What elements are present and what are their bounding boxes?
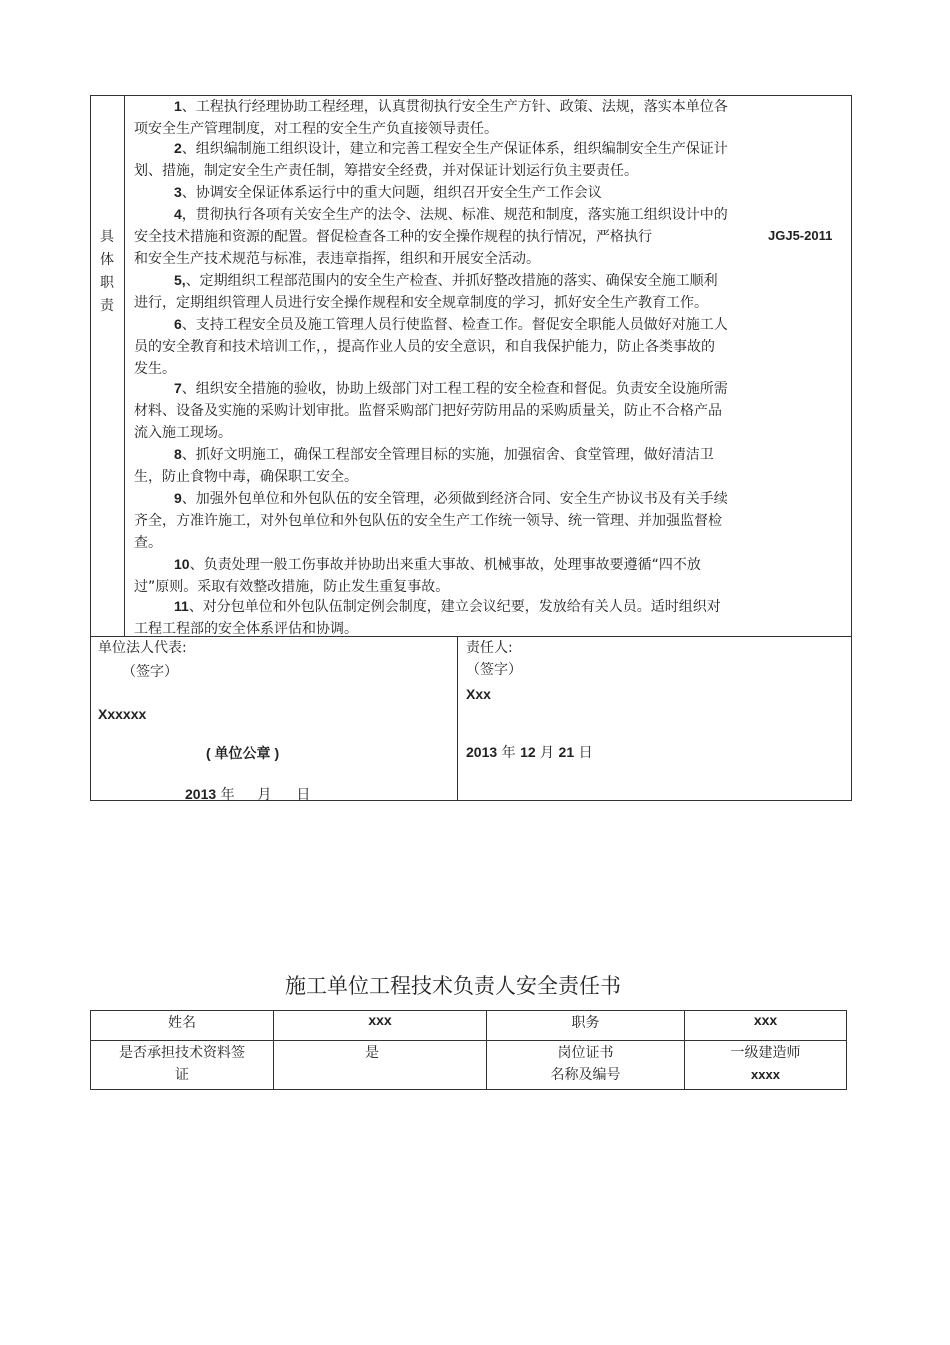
side-label bbox=[94, 226, 120, 318]
duty-text: 、组织编制施工组织设计，建立和完善工程安全生产保证体系，组织编制安全生产保证计 bbox=[181, 141, 728, 157]
side-label-char: 责 bbox=[100, 298, 114, 314]
duty-text: 流入施工现场。 bbox=[134, 425, 232, 441]
duty-text: ，贯彻执行各项有关安全生产的法令、法规、标准、规范和制度，落实施工组织设计中的 bbox=[181, 207, 728, 223]
date-month: 12 bbox=[520, 744, 536, 760]
duty-number: 7 bbox=[174, 380, 182, 396]
unit-seal: ( 单位公章 ) bbox=[206, 745, 280, 761]
date-year-label: 年 bbox=[220, 787, 235, 803]
cert-label-line: 名称及编号 bbox=[550, 1067, 621, 1083]
duty-number: 8 bbox=[174, 446, 182, 462]
cert-value bbox=[685, 1042, 846, 1086]
duty-number: 11 bbox=[174, 598, 189, 614]
duty-text: 、支持工程安全员及施工管理人员行使监督、检查工作。督促安全职能人员做好对施工人 bbox=[181, 317, 728, 333]
date-month-label: 月 bbox=[540, 745, 555, 761]
duty-text: 查。 bbox=[134, 535, 162, 551]
tech-sign-label-line: 是否承担技术资料签 bbox=[119, 1045, 245, 1061]
cert-value-line: 一级建造师 bbox=[730, 1045, 801, 1061]
duty-number: 9 bbox=[174, 490, 182, 506]
duty-item bbox=[134, 181, 602, 204]
sign-hint: （签字） bbox=[122, 664, 178, 680]
duty-number: 3 bbox=[174, 184, 182, 200]
side-label-char: 职 bbox=[100, 275, 114, 291]
duty-item bbox=[134, 377, 728, 444]
name-label: 姓名 bbox=[168, 1015, 196, 1031]
duty-text: 、抓好文明施工，确保工程部安全管理目标的实施，加强宿舍、食堂管理，做好清洁卫 bbox=[181, 447, 714, 463]
duty-text: 、组织安全措施的验收，协助上级部门对工程工程的安全检查和督促。负责安全设施所需 bbox=[181, 381, 728, 397]
duty-number: 2 bbox=[174, 140, 182, 156]
tech-sign-value: 是 bbox=[365, 1045, 379, 1061]
duty-text: 、协调安全保证体系运行中的重大问题，组织召开安全生产工作会议 bbox=[181, 185, 602, 201]
date-day: 21 bbox=[558, 744, 575, 760]
responsible-person-label: 责任人: bbox=[466, 640, 513, 656]
tech-sign-label bbox=[91, 1042, 273, 1086]
duty-number: 5, bbox=[174, 272, 186, 288]
duty-text: 生，防止食物中毒，确保职工安全。 bbox=[134, 469, 358, 485]
duty-number: 6 bbox=[174, 316, 182, 332]
duty-item bbox=[134, 553, 701, 598]
date-day-label: 日 bbox=[578, 745, 593, 761]
duty-text: 材料、设备及实施的采购计划审批。监督采购部门把好劳防用品的采购质量关，防止不合格产品 bbox=[134, 403, 722, 419]
duty-text: 、加强外包单位和外包队伍的安全管理，必须做到经济合同、安全生产协议书及有关手续 bbox=[181, 491, 728, 507]
duty-text: 项安全生产管理制度，对工程的安全生产负直接领导责任。 bbox=[134, 121, 498, 137]
duty-text: 员的安全教育和技术培训工作，，提高作业人员的安全意识，和自我保护能力，防止各类事故的 bbox=[134, 339, 715, 355]
cert-label-line: 岗位证书 bbox=[557, 1045, 614, 1061]
duty-text: 、工程执行经理协助工程经理，认真贯彻执行安全生产方针、政策、法规，落实本单位各 bbox=[181, 99, 728, 115]
side-label-char: 具 bbox=[100, 229, 114, 245]
post-label: 职务 bbox=[571, 1015, 600, 1031]
duty-text: 进行，定期组织管理人员进行安全操作规程和安全规章制度的学习，抓好安全生产教育工作。 bbox=[134, 295, 708, 311]
sign-date bbox=[185, 783, 310, 806]
responsible-person-name: Xxx bbox=[466, 686, 491, 702]
cert-value-line: xxxx bbox=[751, 1067, 780, 1082]
duty-text: 、定期组织工程部范围内的安全生产检查、并抓好整改措施的落实、确保安全施工顺利 bbox=[185, 273, 718, 289]
duty-text: 发生。 bbox=[134, 361, 176, 377]
duty-text: 和安全生产技术规范与标准，表违章指挥，组织和开展安全活动。 bbox=[134, 251, 540, 267]
form-title: 施工单位工程技术负责人安全责任书 bbox=[285, 974, 621, 998]
duty-item bbox=[134, 443, 714, 488]
post-value: xxx bbox=[753, 1012, 778, 1028]
duty-item bbox=[134, 487, 728, 554]
duty-text: 、对分包单位和外包队伍制定例会制度，建立会议纪要，发放给有关人员。适时组织对 bbox=[188, 599, 721, 615]
side-label-char: 体 bbox=[100, 252, 114, 268]
duty-item bbox=[134, 203, 728, 270]
duty-text: 工程工程部的安全体系评估和协调。 bbox=[134, 621, 358, 637]
duty-item bbox=[134, 313, 728, 380]
sign-hint: （签字） bbox=[466, 662, 522, 678]
date-month-label: 月 bbox=[257, 787, 272, 803]
date-year: 2013 bbox=[185, 786, 217, 802]
date-year-label: 年 bbox=[501, 745, 516, 761]
sign-date bbox=[466, 741, 593, 764]
duty-number: 10 bbox=[174, 556, 190, 572]
duty-text: 齐全，方准许施工，对外包单位和外包队伍的安全生产工作统一领导、统一管理、并加强监督检 bbox=[134, 513, 722, 529]
duty-item bbox=[134, 137, 728, 182]
duty-number: 4 bbox=[174, 206, 182, 222]
standard-code: JGJ5-2011 bbox=[768, 228, 833, 243]
date-year: 2013 bbox=[466, 744, 498, 760]
duty-text: 、负责处理一般工伤事故并协助出来重大事故、机械事故，处理事故要遵循“四不放 bbox=[189, 557, 701, 573]
duty-number: 1 bbox=[174, 98, 182, 114]
duty-text: 安全技术措施和资源的配置。督促检查各工种的安全操作规程的执行情况，严格执行 bbox=[134, 229, 652, 245]
duty-item bbox=[134, 595, 721, 640]
date-day-label: 日 bbox=[296, 787, 311, 803]
duty-item bbox=[134, 95, 728, 140]
duty-text: 过”原则。采取有效整改措施，防止发生重复事故。 bbox=[134, 579, 450, 595]
tech-sign-label-line: 证 bbox=[175, 1067, 189, 1083]
legal-rep-label: 单位法人代表: bbox=[98, 640, 187, 656]
name-value: xxx bbox=[368, 1012, 392, 1028]
cert-label bbox=[487, 1042, 684, 1086]
legal-rep-name: Xxxxxx bbox=[98, 706, 147, 722]
duty-text: 划、措施，制定安全生产责任制，筹措安全经费，并对保证计划运行负主要责任。 bbox=[134, 163, 638, 179]
duty-item bbox=[134, 269, 718, 314]
